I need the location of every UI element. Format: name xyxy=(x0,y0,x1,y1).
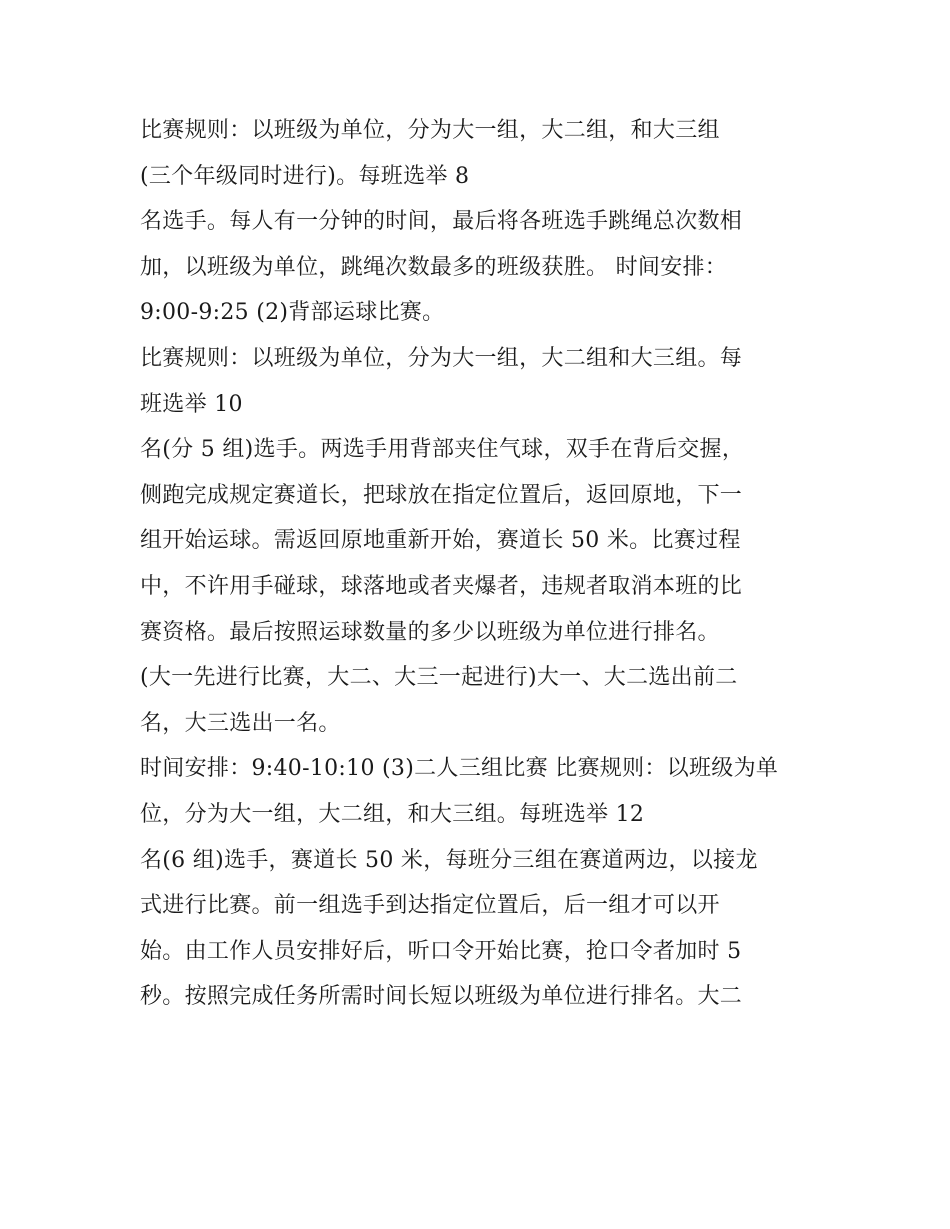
text-line: 组开始运球。需返回原地重新开始，赛道长 50 米。比赛过程 xyxy=(140,528,741,554)
text-line: 比赛规则：以班级为单位，分为大一组，大二组和大三组。每 xyxy=(140,345,743,371)
text-line: 名，大三选出一名。 xyxy=(140,710,341,736)
text-line: (三个年级同时进行)。每班选举 8 xyxy=(140,163,470,189)
text-line: 名选手。每人有一分钟的时间，最后将各班选手跳绳总次数相 xyxy=(140,209,743,235)
text-line: 侧跑完成规定赛道长，把球放在指定位置后，返回原地，下一 xyxy=(140,482,743,508)
text-line: 加，以班级为单位，跳绳次数最多的班级获胜。 时间安排： xyxy=(140,254,728,280)
text-line: 比赛规则：以班级为单位，分为大一组，大二组，和大三组 xyxy=(140,118,720,143)
text-line: 始。由工作人员安排好后，听口令开始比赛，抢口令者加时 5 xyxy=(140,938,742,964)
text-line: 9:00-9:25 (2)背部运球比赛。 xyxy=(140,300,445,326)
text-line: (大一先进行比赛，大二、大三一起进行)大一、大二选出前二 xyxy=(140,665,738,691)
text-line: 位，分为大一组，大二组，和大三组。每班选举 12 xyxy=(140,801,645,827)
text-line: 式进行比赛。前一组选手到达指定位置后，后一组才可以开 xyxy=(140,893,720,919)
text-line: 名(分 5 组)选手。两选手用背部夹住气球，双手在背后交握， xyxy=(140,437,745,463)
text-line: 名(6 组)选手，赛道长 50 米，每班分三组在赛道两边，以接龙 xyxy=(140,847,758,873)
text-line: 中，不许用手碰球，球落地或者夹爆者，违规者取消本班的比 xyxy=(140,573,743,599)
text-line: 赛资格。最后按照运球数量的多少以班级为单位进行排名。 xyxy=(140,619,720,645)
text-line: 时间安排：9:40-10:10 (3)二人三组比赛 比赛规则：以班级为单 xyxy=(140,756,779,782)
text-line: 秒。按照完成任务所需时间长短以班级为单位进行排名。大二 xyxy=(140,984,743,1010)
document-body xyxy=(140,108,830,1020)
text-line: 班选举 10 xyxy=(140,391,243,417)
